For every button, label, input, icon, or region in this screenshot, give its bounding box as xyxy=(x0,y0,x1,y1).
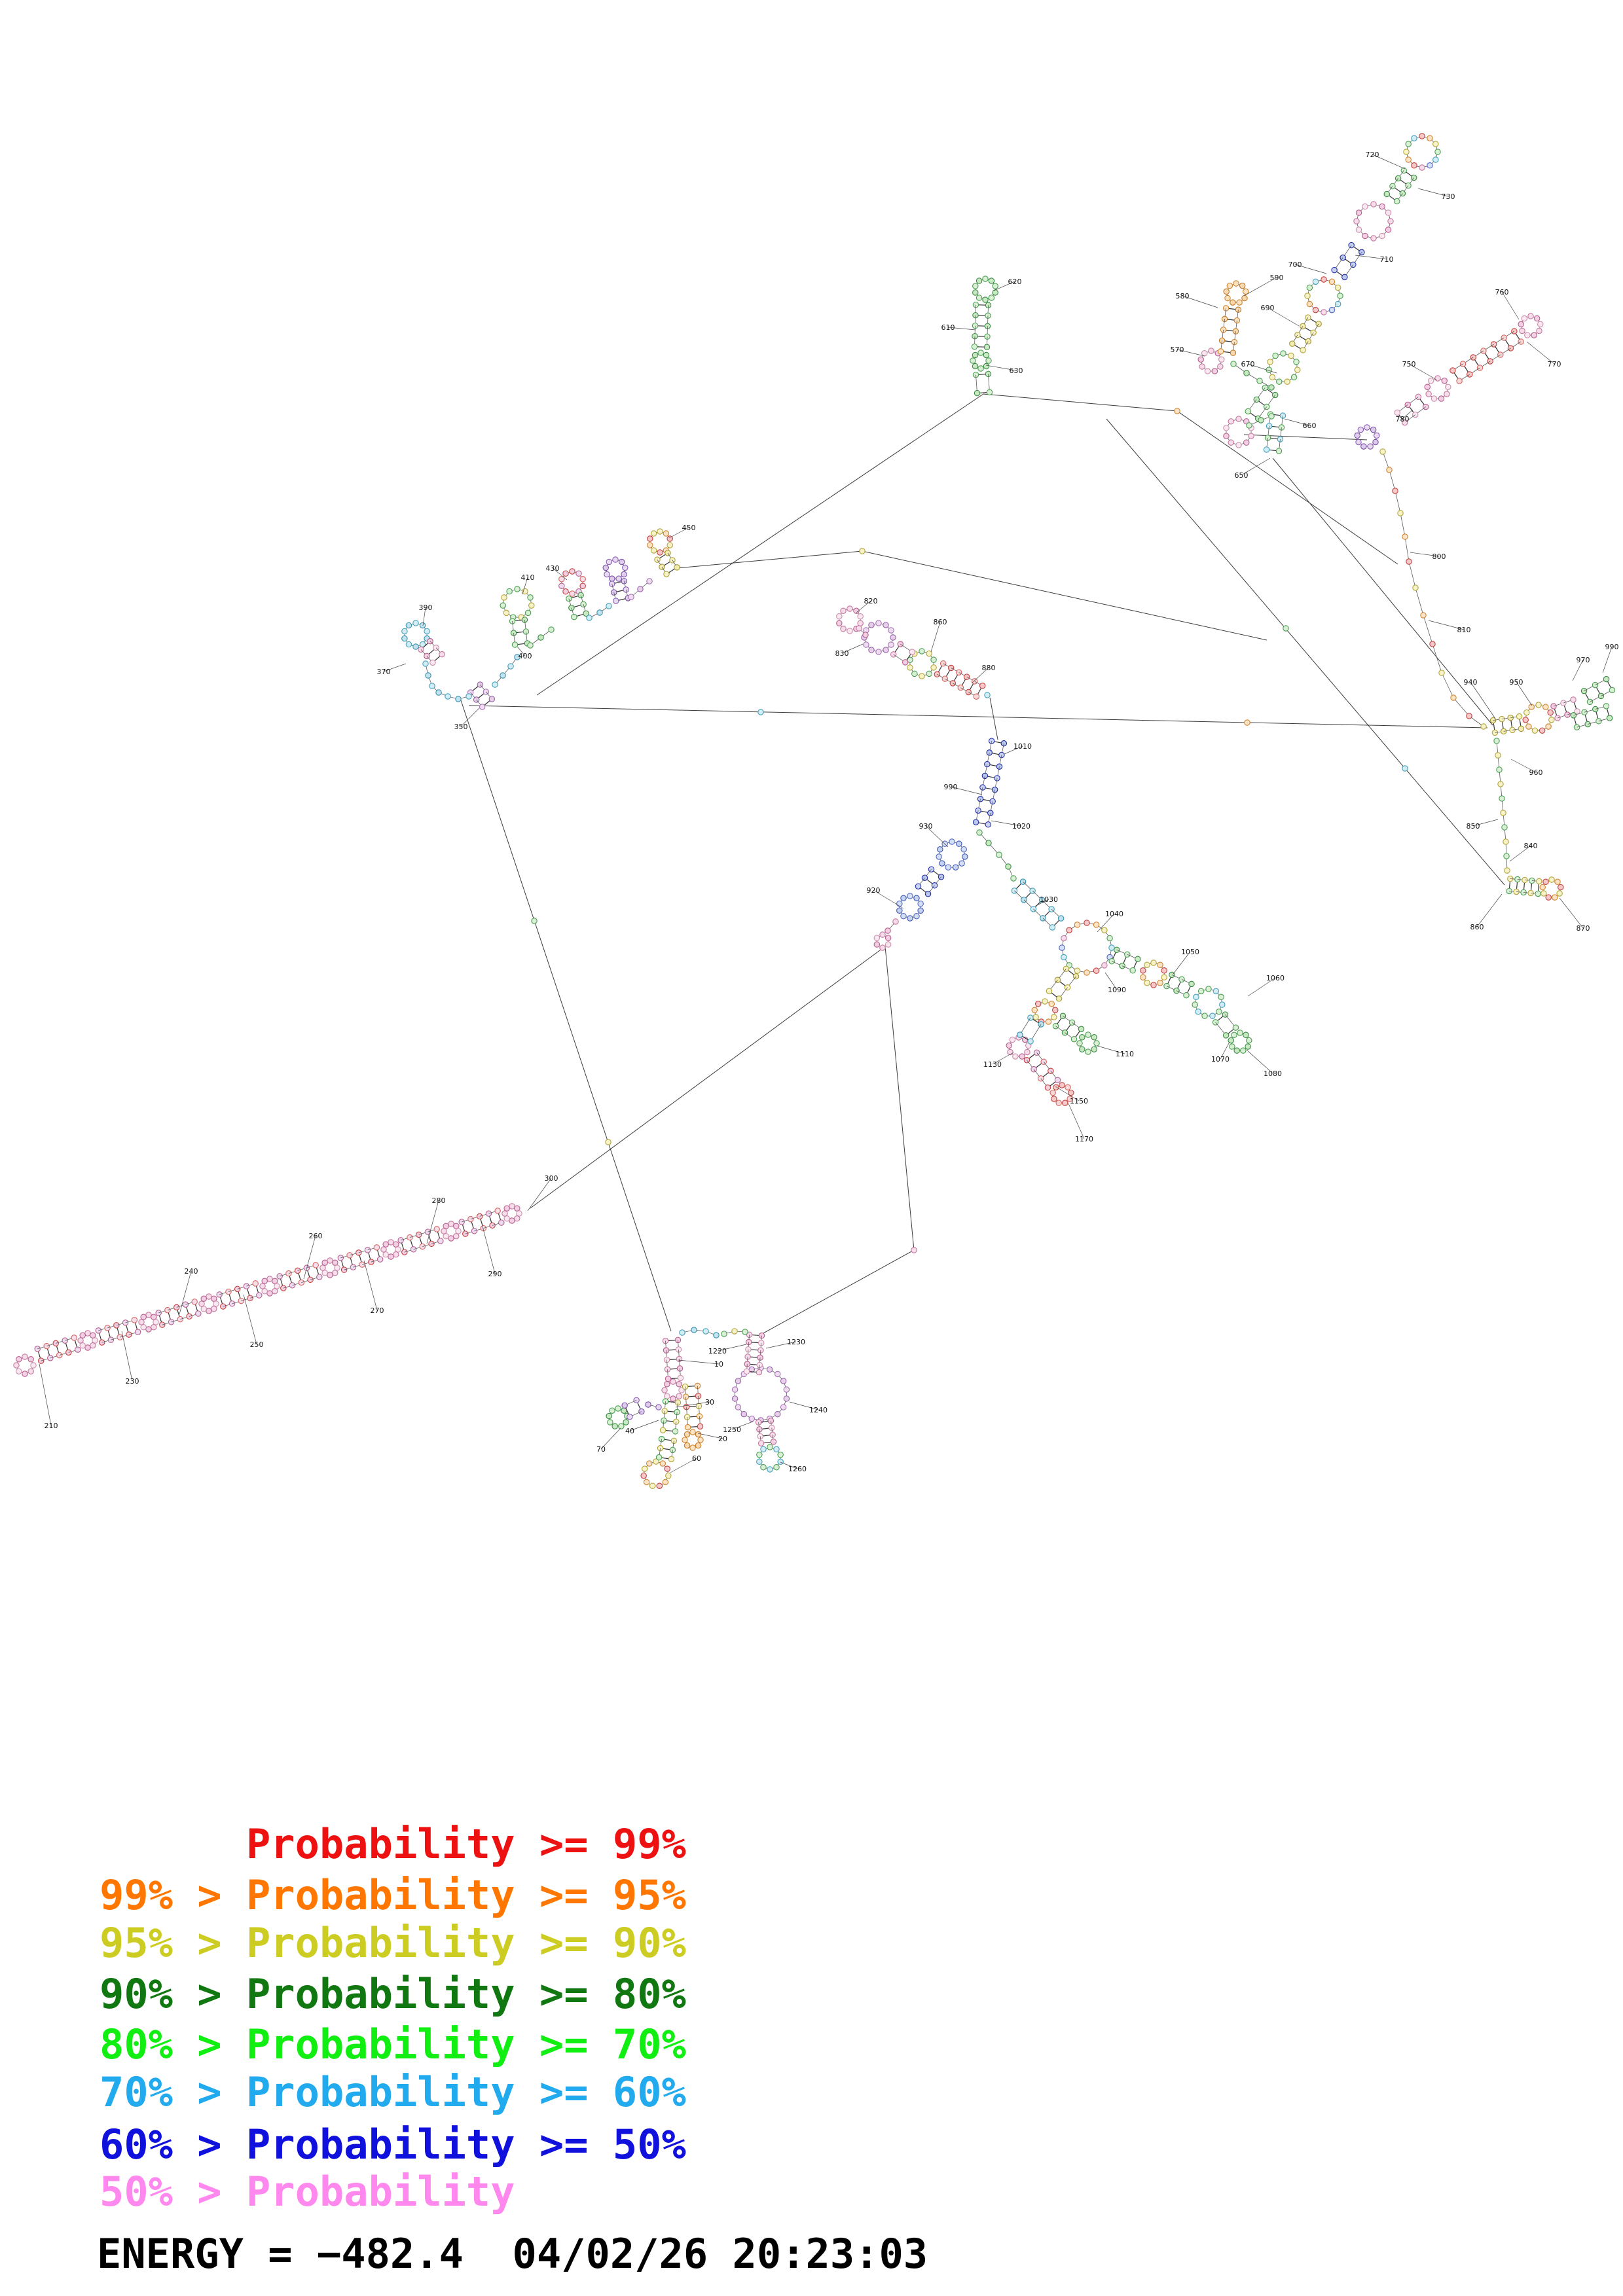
svg-text:650: 650 xyxy=(1234,471,1249,480)
svg-text:390: 390 xyxy=(418,603,433,612)
svg-text:630: 630 xyxy=(1009,366,1023,375)
legend-item-90-95: 95% > Probability >= 90% xyxy=(100,1919,686,1967)
svg-text:840: 840 xyxy=(1523,841,1538,850)
legend-item-80-90: 90% > Probability >= 80% xyxy=(100,1970,686,2018)
svg-text:1090: 1090 xyxy=(1108,985,1126,994)
svg-text:990: 990 xyxy=(943,782,958,791)
svg-text:1110: 1110 xyxy=(1116,1049,1134,1058)
svg-text:290: 290 xyxy=(488,1269,502,1278)
svg-text:260: 260 xyxy=(308,1231,323,1240)
svg-text:280: 280 xyxy=(431,1196,446,1205)
svg-text:1130: 1130 xyxy=(983,1060,1002,1069)
svg-text:1080: 1080 xyxy=(1264,1069,1282,1078)
svg-text:350: 350 xyxy=(454,722,468,731)
svg-text:1220: 1220 xyxy=(708,1346,727,1355)
svg-text:940: 940 xyxy=(1463,677,1478,687)
svg-text:1230: 1230 xyxy=(787,1337,805,1346)
energy-timestamp-text: ENERGY = −482.4 04/02/26 20:23:03 xyxy=(97,2230,928,2278)
svg-text:820: 820 xyxy=(864,596,878,605)
connector-lines xyxy=(461,394,1504,1334)
position-labels xyxy=(39,151,1619,1473)
svg-text:1150: 1150 xyxy=(1070,1096,1088,1105)
svg-text:410: 410 xyxy=(520,573,535,582)
svg-text:1060: 1060 xyxy=(1266,973,1285,982)
svg-text:960: 960 xyxy=(1529,768,1543,777)
svg-text:930: 930 xyxy=(919,821,933,831)
svg-text:950: 950 xyxy=(1509,677,1523,687)
svg-text:20: 20 xyxy=(718,1434,727,1443)
svg-text:430: 430 xyxy=(545,564,560,573)
legend-item-lt-50: 50% > Probability xyxy=(100,2168,515,2215)
svg-text:1030: 1030 xyxy=(1040,895,1058,904)
svg-text:1170: 1170 xyxy=(1075,1134,1093,1143)
svg-text:1050: 1050 xyxy=(1181,947,1199,956)
svg-text:830: 830 xyxy=(835,649,849,658)
svg-text:1240: 1240 xyxy=(809,1405,828,1414)
svg-text:810: 810 xyxy=(1457,625,1471,634)
legend-item-70-80: 80% > Probability >= 70% xyxy=(100,2020,686,2068)
svg-text:1070: 1070 xyxy=(1211,1054,1230,1064)
nucleotide-elements xyxy=(14,134,1615,1489)
svg-text:700: 700 xyxy=(1288,260,1302,269)
svg-text:1020: 1020 xyxy=(1012,821,1030,831)
svg-text:710: 710 xyxy=(1379,255,1394,264)
svg-text:620: 620 xyxy=(1008,277,1022,286)
svg-text:610: 610 xyxy=(941,323,955,332)
svg-text:870: 870 xyxy=(1576,924,1590,933)
svg-text:990: 990 xyxy=(1605,642,1619,651)
svg-text:670: 670 xyxy=(1241,359,1255,368)
svg-text:880: 880 xyxy=(981,663,996,672)
svg-text:270: 270 xyxy=(370,1306,384,1315)
legend-item-50-60: 60% > Probability >= 50% xyxy=(100,2121,686,2168)
svg-text:1040: 1040 xyxy=(1105,909,1123,918)
svg-text:760: 760 xyxy=(1495,287,1509,296)
svg-text:240: 240 xyxy=(184,1266,198,1276)
legend-item-99: Probability >= 99% xyxy=(100,1820,686,1868)
svg-text:450: 450 xyxy=(682,523,696,532)
svg-text:300: 300 xyxy=(544,1174,558,1183)
svg-text:850: 850 xyxy=(1466,821,1480,831)
svg-text:30: 30 xyxy=(705,1397,714,1407)
svg-text:690: 690 xyxy=(1260,303,1275,312)
svg-text:40: 40 xyxy=(625,1426,634,1435)
svg-text:70: 70 xyxy=(596,1444,606,1454)
svg-text:230: 230 xyxy=(125,1376,139,1386)
svg-text:1250: 1250 xyxy=(723,1425,741,1434)
svg-text:250: 250 xyxy=(249,1340,264,1349)
svg-text:660: 660 xyxy=(1302,421,1317,430)
svg-text:860: 860 xyxy=(1470,922,1484,931)
svg-text:730: 730 xyxy=(1441,192,1455,201)
svg-text:570: 570 xyxy=(1170,345,1184,354)
svg-text:720: 720 xyxy=(1365,150,1379,159)
svg-text:60: 60 xyxy=(692,1454,701,1463)
svg-text:1260: 1260 xyxy=(788,1464,807,1473)
svg-text:590: 590 xyxy=(1269,273,1284,282)
svg-text:1010: 1010 xyxy=(1013,742,1032,751)
svg-text:370: 370 xyxy=(376,667,391,676)
legend-item-60-70: 70% > Probability >= 60% xyxy=(100,2068,686,2116)
svg-text:750: 750 xyxy=(1402,359,1416,368)
legend-item-95-99: 99% > Probability >= 95% xyxy=(100,1871,686,1919)
svg-text:580: 580 xyxy=(1175,291,1190,300)
svg-text:210: 210 xyxy=(44,1421,58,1430)
svg-text:770: 770 xyxy=(1547,359,1561,368)
svg-text:400: 400 xyxy=(518,651,532,660)
svg-text:920: 920 xyxy=(866,886,881,895)
svg-text:10: 10 xyxy=(714,1359,723,1369)
svg-text:860: 860 xyxy=(933,617,947,626)
svg-text:800: 800 xyxy=(1432,552,1446,561)
svg-text:970: 970 xyxy=(1576,655,1590,664)
svg-text:780: 780 xyxy=(1395,414,1410,423)
